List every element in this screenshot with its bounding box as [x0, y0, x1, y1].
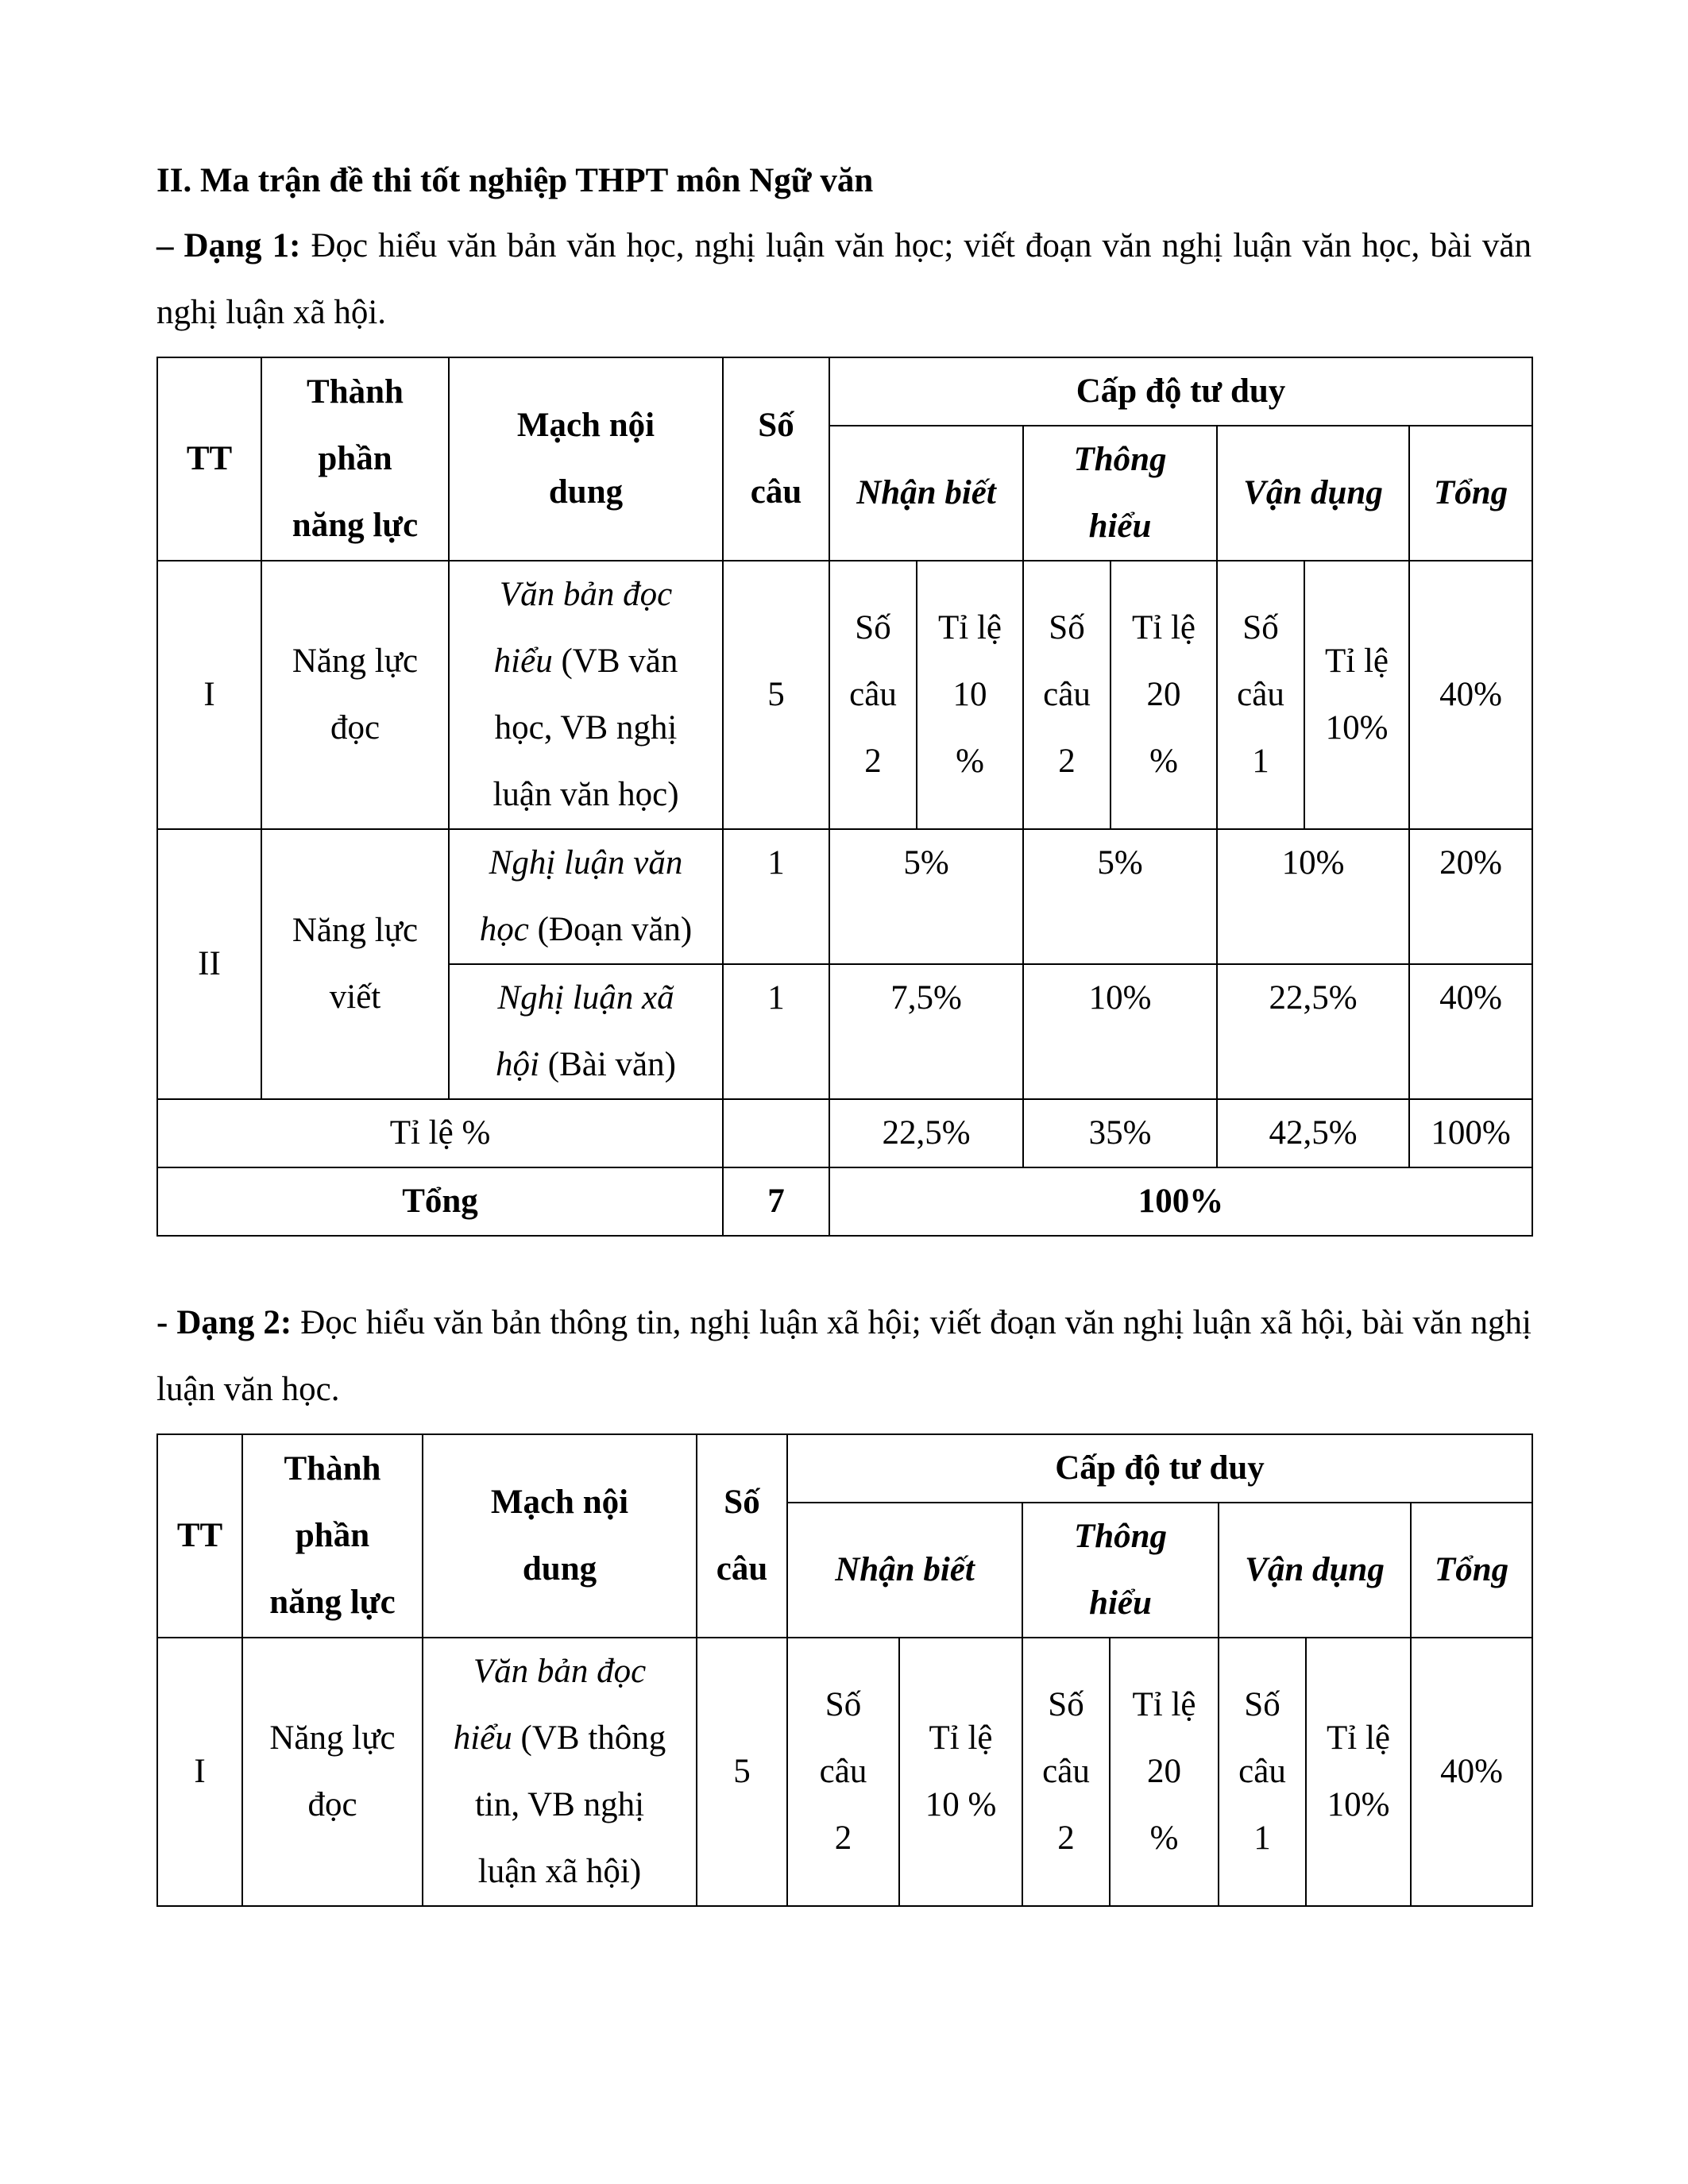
t2-header-tong: Tổng — [1411, 1503, 1532, 1638]
t2-row1-mach-noi-dung: Văn bản đọc hiểu (VB thông tin, VB nghị luận xã hội) — [423, 1638, 697, 1906]
t2-row1-nb-so-cau: Số câu 2 — [787, 1638, 899, 1906]
row1-tt: I — [157, 561, 261, 829]
t2-header-van-dung: Vận dụng — [1219, 1503, 1411, 1638]
row2b-thong-hieu: 10% — [1023, 964, 1217, 1099]
header-nhan-biet: Nhận biết — [829, 426, 1023, 561]
row2a-thong-hieu: 5% — [1023, 829, 1217, 964]
matrix-table-2 — [156, 1433, 1533, 1907]
t2-row1-th-so-cau: Số câu 2 — [1022, 1638, 1110, 1906]
row1-th-ti-le: Tỉ lệ 20 % — [1111, 561, 1217, 829]
ti-le-thong-hieu: 35% — [1023, 1099, 1217, 1167]
t2-row1-vd-so-cau: Số câu 1 — [1219, 1638, 1306, 1906]
t2-header-cap-do-tu-duy: Cấp độ tư duy — [787, 1434, 1532, 1503]
row2b-mach-noi-dung: Nghị luận xã hội (Bài văn) — [449, 964, 723, 1099]
row2a-nhan-biet: 5% — [829, 829, 1023, 964]
t2-header-so-cau: Số câu — [697, 1434, 787, 1638]
header-thong-hieu: Thông hiểu — [1023, 426, 1217, 561]
header-mach-noi-dung: Mạch nội dung — [449, 357, 723, 561]
header-so-cau: Số câu — [723, 357, 829, 561]
t2-row1-tt: I — [157, 1638, 242, 1906]
dang1-label: – Dạng 1: — [156, 227, 301, 264]
ti-le-so-cau — [723, 1099, 829, 1167]
t2-row1-vd-ti-le: Tỉ lệ 10% — [1306, 1638, 1411, 1906]
row1-vd-so-cau: Số câu 1 — [1217, 561, 1304, 829]
row2b-so-cau: 1 — [723, 964, 829, 1099]
t2-row1-th-ti-le: Tỉ lệ 20 % — [1110, 1638, 1219, 1906]
header-thanh-phan: Thành phần năng lực — [261, 357, 449, 561]
ti-le-tong: 100% — [1409, 1099, 1532, 1167]
ti-le-nhan-biet: 22,5% — [829, 1099, 1023, 1167]
header-van-dung: Vận dụng — [1217, 426, 1409, 561]
tong-label: Tổng — [157, 1167, 723, 1236]
dang2-text: Đọc hiểu văn bản thông tin, nghị luận xã hội; viết đoạn văn nghị luận xã hội, bài văn nghị luận văn học. — [156, 1304, 1532, 1408]
row2b-tong: 40% — [1409, 964, 1532, 1099]
t2-row1-so-cau: 5 — [697, 1638, 787, 1906]
header-tong: Tổng — [1409, 426, 1532, 561]
row2b-nhan-biet: 7,5% — [829, 964, 1023, 1099]
dang2-paragraph — [156, 1290, 1532, 1423]
t2-header-thong-hieu: Thông hiểu — [1022, 1503, 1219, 1638]
t2-header-nhan-biet: Nhận biết — [787, 1503, 1022, 1638]
row1-mach-noi-dung: Văn bản đọc hiểu (VB văn học, VB nghị luận văn học) — [449, 561, 723, 829]
row2-thanh-phan: Năng lực viết — [261, 829, 449, 1099]
row2b-van-dung: 22,5% — [1217, 964, 1409, 1099]
t2-row1-nb-ti-le: Tỉ lệ 10 % — [899, 1638, 1022, 1906]
row2-tt: II — [157, 829, 261, 1099]
section-heading: II. Ma trận đề thi tốt nghiệp THPT môn Ngữ văn — [156, 162, 874, 199]
row2a-so-cau: 1 — [723, 829, 829, 964]
dang1-paragraph — [156, 213, 1532, 346]
row1-thanh-phan: Năng lực đọc — [261, 561, 449, 829]
row2a-mach-noi-dung: Nghị luận văn học (Đoạn văn) — [449, 829, 723, 964]
t2-row1-tong: 40% — [1411, 1638, 1532, 1906]
t2-row1-thanh-phan: Năng lực đọc — [242, 1638, 423, 1906]
t2-header-thanh-phan: Thành phần năng lực — [242, 1434, 423, 1638]
dang1-text: Đọc hiểu văn bản văn học, nghị luận văn học; viết đoạn văn nghị luận văn học, bài văn nghị luận xã hội. — [156, 227, 1532, 331]
ti-le-label: Tỉ lệ % — [157, 1099, 723, 1167]
row1-th-so-cau: Số câu 2 — [1023, 561, 1111, 829]
row1-nb-ti-le: Tỉ lệ 10 % — [917, 561, 1023, 829]
matrix-table-1 — [156, 357, 1533, 1237]
tong-so-cau: 7 — [723, 1167, 829, 1236]
t2-header-tt: TT — [157, 1434, 242, 1638]
ti-le-van-dung: 42,5% — [1217, 1099, 1409, 1167]
t2-header-mach-noi-dung: Mạch nội dung — [423, 1434, 697, 1638]
header-tt: TT — [157, 357, 261, 561]
dang2-label: - Dạng 2: — [156, 1304, 292, 1341]
row1-nb-so-cau: Số câu 2 — [829, 561, 917, 829]
row1-so-cau: 5 — [723, 561, 829, 829]
header-cap-do-tu-duy: Cấp độ tư duy — [829, 357, 1532, 426]
row1-tong: 40% — [1409, 561, 1532, 829]
row2a-tong: 20% — [1409, 829, 1532, 964]
row2a-van-dung: 10% — [1217, 829, 1409, 964]
row1-vd-ti-le: Tỉ lệ 10% — [1304, 561, 1409, 829]
tong-value: 100% — [829, 1167, 1532, 1236]
